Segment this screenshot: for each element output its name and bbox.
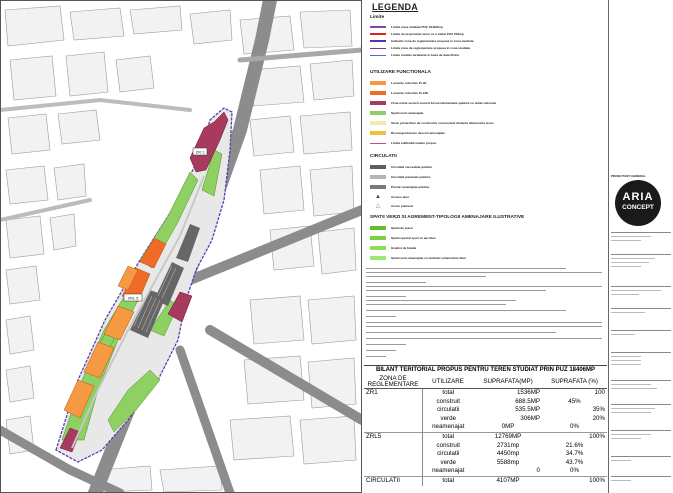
note-line xyxy=(366,310,566,311)
legend-item xyxy=(370,184,429,190)
cell-text-line xyxy=(611,356,641,357)
cell-pct: 43.7% xyxy=(565,458,584,466)
bilant-table-section xyxy=(364,365,607,493)
cell-area: 306MP xyxy=(520,414,540,422)
legend-swatch xyxy=(370,40,386,42)
note-line xyxy=(366,344,406,345)
legend-title: LEGENDA xyxy=(372,2,419,12)
cell-pct: 100% xyxy=(542,476,607,485)
table-row xyxy=(364,476,607,485)
legend-label: Accese auto xyxy=(391,195,410,199)
legend-item xyxy=(370,235,436,241)
cell-area: 535.5MP xyxy=(515,406,540,414)
note-line xyxy=(366,316,396,317)
cell-zone xyxy=(364,406,422,415)
legend-swatch xyxy=(370,236,386,241)
legend-item xyxy=(370,80,427,86)
cell-text-line xyxy=(611,412,651,413)
cell-use: circulatii xyxy=(437,450,460,458)
legend-label: Limita zona de reglementare propusa in zona studiata xyxy=(391,46,471,50)
table-header-row xyxy=(364,375,607,389)
legend-section-limite: Limite xyxy=(370,15,385,20)
table-row xyxy=(364,406,607,415)
title-block-cell xyxy=(611,456,671,475)
legend-swatch xyxy=(370,111,386,116)
cell-pct: 35% xyxy=(592,406,605,414)
table-row xyxy=(364,415,607,424)
legend-item xyxy=(370,31,464,37)
title-block-cell xyxy=(611,232,671,253)
cell-text-line xyxy=(611,360,641,361)
legend-item xyxy=(370,52,459,58)
note-line xyxy=(366,296,406,297)
legend-label: Zona mixta servicii,comert,birouri,alimentatie publica cu dotari aferente xyxy=(391,101,497,105)
legend-label: Limita zona studiata PUZ 1840/6mp xyxy=(391,25,443,29)
cell-zone xyxy=(364,467,422,476)
cell-pct: 34.7% xyxy=(565,450,584,458)
cell-zone: CIRCULATII xyxy=(364,476,422,485)
cell-text-line xyxy=(611,388,657,389)
legend-label: Locuinte colective P+10E xyxy=(391,91,429,95)
title-block-cell xyxy=(611,254,671,285)
cell-use: construit xyxy=(436,397,460,405)
legend-item xyxy=(370,90,428,96)
title-block-header: PROIECTANT GENERAL xyxy=(611,174,646,178)
aria-concept-logo xyxy=(615,180,661,226)
title-block xyxy=(608,0,673,493)
legend-swatch xyxy=(370,256,386,261)
legend-swatch: ▲ xyxy=(375,193,381,200)
logo-text-bottom: CONCEPT xyxy=(622,204,654,211)
cell-text-line xyxy=(611,262,649,263)
map-label-zr5: ZRL 5 xyxy=(127,295,139,301)
cell-area: 688.5MP xyxy=(515,397,540,405)
cell-area: 1536MP xyxy=(516,389,540,396)
legend-label: Parcari amenajate publice xyxy=(391,185,430,189)
table-row xyxy=(364,398,607,407)
legend-label: Spatii verzi amenajate xyxy=(391,111,424,115)
legend-swatch xyxy=(370,48,386,49)
title-block-cell xyxy=(611,330,671,351)
legend-swatch xyxy=(370,55,386,56)
cell-text-line xyxy=(611,408,655,409)
legend-item xyxy=(370,225,413,231)
legend-swatch xyxy=(370,246,386,251)
cell-text-line xyxy=(611,266,641,267)
legend-label: Indicativ zona de reglementare propusa in zona studiata xyxy=(391,39,474,43)
cell-pct: 20% xyxy=(592,414,605,422)
cell-area: 5588mp xyxy=(496,458,520,466)
cell-zone xyxy=(364,415,422,424)
legend-label: Limita de proprietate teren ce a initiat PUZ 253mp xyxy=(391,32,464,36)
legend-item xyxy=(370,194,409,200)
legend-item xyxy=(370,110,423,116)
cell-zone xyxy=(364,442,422,451)
note-line xyxy=(366,272,602,273)
cell-use: construit xyxy=(436,441,460,449)
note-line xyxy=(366,304,506,305)
legend-label: Gradini de fatada xyxy=(391,246,417,250)
cell-area: 0MP xyxy=(501,423,515,431)
legend-item xyxy=(370,38,474,44)
legend-swatch xyxy=(370,121,386,126)
legend-label: Locuinte colective P+4E xyxy=(391,81,427,85)
note-line xyxy=(366,300,516,301)
legend-item xyxy=(370,245,416,251)
cell-pct: 21.6% xyxy=(565,441,584,449)
table-row xyxy=(364,432,607,441)
cell-pct: 100 xyxy=(594,389,605,396)
note-line xyxy=(366,322,602,323)
title-block-cell xyxy=(611,352,671,379)
note-line xyxy=(366,356,386,357)
cell-use: verde xyxy=(440,458,456,466)
map-label-zr1: ZR 1 xyxy=(195,149,205,155)
legend-swatch xyxy=(370,143,386,144)
cell-text-line xyxy=(611,480,631,481)
legend-item xyxy=(370,130,445,136)
note-line xyxy=(366,286,602,287)
cell-area: 4450mp xyxy=(496,450,520,458)
note-line xyxy=(366,290,546,291)
table-row xyxy=(364,450,607,459)
col-header-utilizare: UTILIZARE xyxy=(422,375,474,389)
cell-pct: 0% xyxy=(570,423,579,431)
cell-text-line xyxy=(611,438,641,439)
cell-text-line xyxy=(611,258,655,259)
legend-swatch xyxy=(370,226,386,231)
table-row xyxy=(364,442,607,451)
cell-use: total xyxy=(422,476,474,485)
legend-section-circulatii: CIRCULATII xyxy=(370,154,397,159)
cell-pct: 45% xyxy=(568,397,581,405)
legend-swatch xyxy=(370,33,386,35)
legend-swatch xyxy=(370,26,386,28)
note-line xyxy=(366,276,486,277)
cell-use: neamenajat xyxy=(432,467,465,475)
cell-text-line xyxy=(611,236,651,237)
legend-item xyxy=(370,120,494,126)
cell-use: total xyxy=(422,432,474,441)
table-row xyxy=(364,467,607,476)
legend-label: Spatii de joaca xyxy=(391,226,413,230)
col-header-zona: ZONA DE REGLEMENTARE xyxy=(364,375,422,389)
note-line xyxy=(366,326,602,327)
legend-label: Spatii verzi amenajate cu mobilier urbanurban liber xyxy=(391,256,467,260)
legend-section-utilizare: UTILIZARE FUNCTIONALA xyxy=(370,70,432,75)
legend-item xyxy=(370,140,436,146)
legend-item xyxy=(370,24,443,30)
legend-swatch xyxy=(370,81,386,86)
legend-label: Discongestionare descuri amenajate xyxy=(391,131,445,135)
legend-item xyxy=(370,174,430,180)
bilant-title: BILANT TERITORIAL PROPUS PENTRU TEREN STUDIAT PRIN PUZ 18406MP xyxy=(375,367,596,373)
cell-pct: 100% xyxy=(542,432,607,441)
legend-swatch xyxy=(370,185,386,190)
legend-label: Circulatii pietonale publice xyxy=(391,175,431,179)
cell-use: total xyxy=(442,389,455,396)
legend-swatch xyxy=(370,131,386,136)
col-header-suprafata-mp: SUPRAFATA(MP) xyxy=(474,375,542,389)
legend-label: Limita edificabil maxim propus xyxy=(391,141,437,145)
cell-area: 0 xyxy=(536,467,540,475)
legend-label: Spatii special sport in aer liber xyxy=(391,236,436,240)
cell-text-line xyxy=(611,364,641,365)
legend-item xyxy=(370,203,413,209)
table-row xyxy=(364,389,607,398)
cell-text-line xyxy=(611,240,641,241)
legend-label: Circulatii carosabile publice xyxy=(391,165,433,169)
cell-text-line xyxy=(611,290,661,291)
legend-swatch: △ xyxy=(375,202,381,209)
cell-text-line xyxy=(611,460,631,461)
legend-label: Teren privat liber de constructii conservand distanta dimensiuni teren xyxy=(391,121,494,125)
notes-block xyxy=(366,266,606,364)
legend-swatch xyxy=(370,165,386,170)
cell-area: 12769MP xyxy=(474,432,542,441)
title-block-cell xyxy=(611,380,671,403)
title-block-cell xyxy=(611,430,671,455)
legend-swatch xyxy=(370,175,386,180)
legend-swatch xyxy=(370,91,386,96)
cell-area: 4107MP xyxy=(474,476,542,485)
table-row xyxy=(364,459,607,468)
legend-section-spatii: SPATII VERZI SI AGREMENT-TIPOLOGII AMENAJARE ILUSTRATIVE xyxy=(370,215,525,220)
title-block-cell xyxy=(611,476,671,493)
legend-item xyxy=(370,45,470,51)
title-block-cell xyxy=(611,404,671,429)
legend-item xyxy=(370,100,496,106)
logo-text-top: ARIA xyxy=(622,191,654,203)
cell-zone xyxy=(364,450,422,459)
table-row xyxy=(364,423,607,432)
title-block-cell xyxy=(611,286,671,307)
cell-text-line xyxy=(611,312,645,313)
cell-zone xyxy=(364,398,422,407)
cell-zone: ZRL5 xyxy=(364,432,422,441)
legend-item xyxy=(370,255,466,261)
legend-swatch xyxy=(370,101,386,106)
note-line xyxy=(366,332,556,333)
cell-pct: 0% xyxy=(570,467,579,475)
note-line xyxy=(366,338,602,339)
cell-zone: ZR1 xyxy=(364,389,422,398)
cell-use: verde xyxy=(440,414,456,422)
bilant-table xyxy=(364,375,607,486)
cell-use: neamenajat xyxy=(432,423,465,431)
note-line xyxy=(366,282,426,283)
cell-text-line xyxy=(611,294,639,295)
legend-label: Acces pietonal xyxy=(391,204,413,208)
cell-text-line xyxy=(611,334,635,335)
cell-zone xyxy=(364,459,422,468)
cell-area: 2731mp xyxy=(496,441,520,449)
title-block-cell xyxy=(611,308,671,329)
note-line xyxy=(366,350,396,351)
cell-zone xyxy=(364,423,422,432)
legend-label: Limite imobile teriatante in baza de date Etrem xyxy=(391,53,460,57)
note-line xyxy=(366,268,566,269)
cell-text-line xyxy=(611,434,651,435)
cell-text-line xyxy=(611,384,651,385)
cell-use: circulatii xyxy=(437,406,460,414)
col-header-suprafata-pct: SUPRAFATA (%) xyxy=(542,375,607,389)
legend-item xyxy=(370,164,432,170)
